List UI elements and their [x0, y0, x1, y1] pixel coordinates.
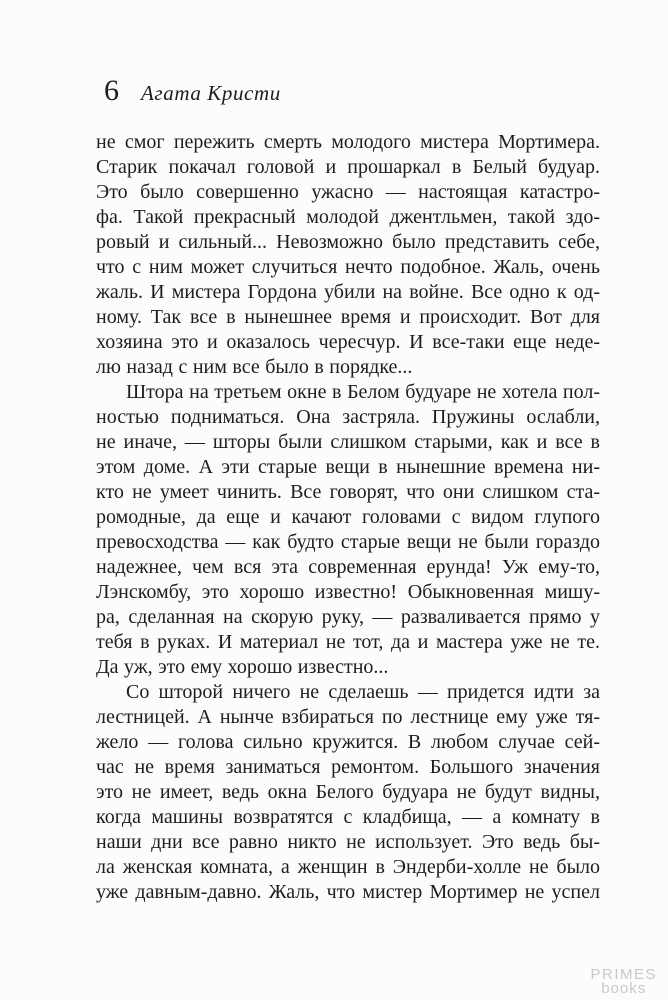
running-title: Агата Кристи [141, 81, 281, 105]
text-line: ному. Так все в нынешнее время и происходит. Вот для [96, 306, 600, 328]
text-line: хозяина это и оказалось чересчур. И все-таки еще неде- [96, 331, 600, 353]
text-line: ла женская комната, а женщин в Эндерби-холле не было [96, 856, 600, 878]
text-line: Да уж, это ему хорошо известно... [96, 656, 389, 678]
paragraph [96, 380, 600, 680]
text-line: кто не умеет чинить. Все говорят, что они слишком ста- [96, 481, 600, 503]
text-line: лестницей. А нынче взбираться по лестнице ему уже тя- [96, 706, 600, 728]
paragraph [96, 130, 600, 380]
text-line: что с ним может случиться нечто подобное. Жаль, очень [96, 256, 600, 278]
publisher-watermark [590, 967, 657, 996]
text-line: Лэнскомбу, это хорошо известно! Обыкновенная мишу- [96, 581, 600, 603]
text-line: этом доме. А эти старые вещи в нынешние времена ни- [96, 456, 600, 478]
text-block [96, 130, 600, 905]
publisher-sub: books [601, 980, 647, 997]
text-line: час не время заниматься ремонтом. Большого значения [96, 756, 600, 778]
text-line: жело — голова сильно кружится. В любом случае сей- [96, 731, 600, 753]
text-line: фа. Такой прекрасный молодой джентльмен, такой здо- [96, 206, 600, 228]
text-line: это не имеет, ведь окна Белого будуара не будут видны, [96, 781, 600, 803]
page-number: 6 [104, 74, 119, 107]
text-line: тебя в руках. И материал не тот, да и мастера уже не те. [96, 631, 600, 653]
publisher-name: PRIMES [590, 966, 657, 983]
text-line: ра, сделанная на скорую руку, — разваливается прямо у [96, 606, 600, 628]
text-line: Это было совершенно ужасно — настоящая катастро- [96, 181, 600, 203]
text-line: наши дни все равно никто не использует. Это ведь бы- [96, 831, 600, 853]
text-line: надежнее, чем вся эта современная ерунда! Уж ему-то, [96, 556, 600, 578]
text-line: не иначе, — шторы были слишком старыми, как и все в [96, 431, 600, 453]
page-header [104, 76, 281, 106]
text-line: жаль. И мистера Гордона убили на войне. Все одно к од- [96, 281, 600, 303]
text-line: лю назад с ним все было в порядке... [96, 356, 413, 378]
text-line: ностью подниматься. Она застряла. Пружины ослабли, [96, 406, 600, 428]
text-line: не смог пережить смерть молодого мистера Мортимера. [96, 131, 600, 153]
text-line: когда машины возвратятся с кладбища, — а комнату в [96, 806, 600, 828]
text-line: Со шторой ничего не сделаешь — придется идти за [126, 681, 600, 703]
text-line: Старик покачал головой и прошаркал в Белый будуар. [96, 156, 600, 178]
text-line: превосходства — как будто старые вещи не были гораздо [96, 531, 600, 553]
text-line: Штора на третьем окне в Белом будуаре не хотела пол- [126, 381, 600, 403]
text-line: уже давным-давно. Жаль, что мистер Мортимер не успел [96, 881, 600, 903]
text-line: ровый и сильный... Невозможно было представить себе, [96, 231, 600, 253]
paragraph [96, 680, 600, 905]
text-line: ромодные, да еще и качают головами с видом глупого [96, 506, 600, 528]
